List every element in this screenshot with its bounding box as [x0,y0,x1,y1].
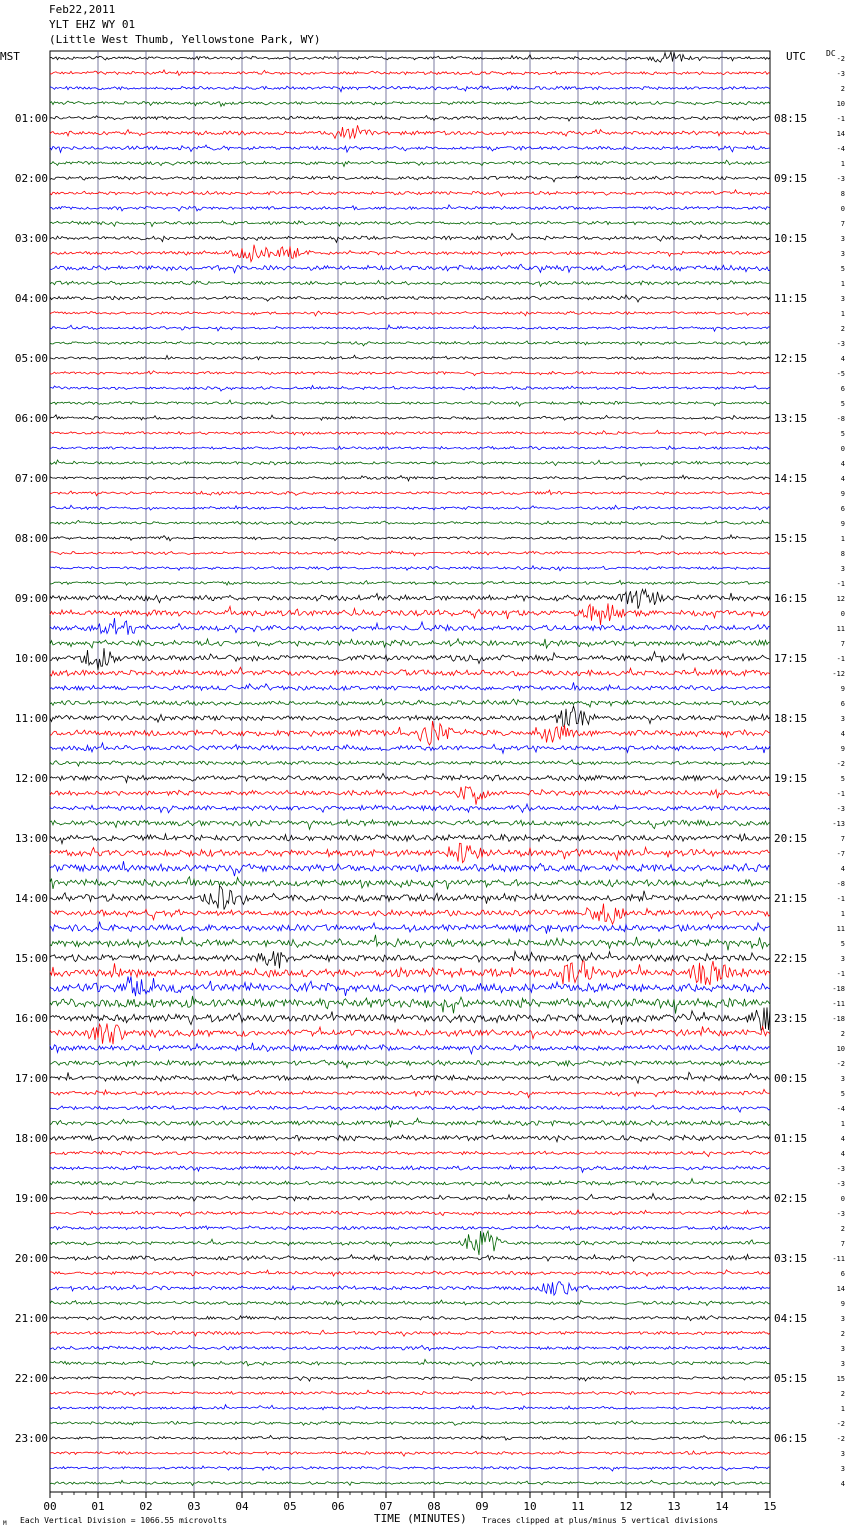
left-hour-label: 21:00 [14,1312,48,1325]
seismic-trace [50,1194,770,1202]
right-hour-label: 23:15 [774,1012,808,1025]
x-tick-label: 12 [619,1500,633,1513]
right-hour-label: 11:15 [774,292,808,305]
dc-offset-label: 2 [840,1390,845,1398]
seismic-trace [50,1007,770,1030]
seismic-trace [50,935,770,951]
seismic-trace [50,834,770,844]
dc-offset-label: -1 [836,115,845,123]
dc-offset-label: -12 [832,670,845,678]
dc-offset-label: 8 [840,190,845,198]
dc-offset-label: 7 [840,1240,845,1248]
right-hour-label: 02:15 [774,1192,808,1205]
dc-offset-label: -3 [836,175,845,183]
seismic-trace [50,1480,770,1485]
left-hour-label: 09:00 [14,592,48,605]
chart-date: Feb22,2011 [49,3,116,16]
left-hour-label: 01:00 [14,112,48,125]
x-tick-label: 01 [91,1500,105,1513]
dc-offset-label: -13 [832,820,845,828]
left-hour-label: 14:00 [14,892,48,905]
seismic-trace [50,176,770,182]
dc-offset-label: 10 [836,100,845,108]
left-hour-label: 16:00 [14,1012,48,1025]
dc-offset-label: 3 [840,1075,845,1083]
seismic-trace [50,221,770,227]
seismic-trace [50,1316,770,1321]
dc-offset-label: -1 [836,790,845,798]
clip-note: Traces clipped at plus/minus 5 vertical divisions [482,1516,719,1525]
seismic-trace [50,1210,770,1216]
dc-offset-label: 15 [836,1375,845,1383]
chart-location: (Little West Thumb, Yellowstone Park, WY) [49,33,321,46]
seismic-trace [50,804,770,813]
right-hour-label: 15:15 [774,532,808,545]
dc-offset-label: -1 [836,580,845,588]
seismic-trace [50,1282,770,1295]
seismic-trace [50,1376,770,1381]
left-axis-title: MST [0,50,20,63]
left-hour-label: 04:00 [14,292,48,305]
x-tick-label: 14 [715,1500,729,1513]
x-tick-label: 02 [139,1500,153,1513]
seismic-trace [50,400,770,406]
dc-offset-label: 11 [836,925,845,933]
dc-offset-label: -4 [836,1105,845,1113]
seismic-trace [50,1165,770,1172]
dc-offset-label: 3 [840,235,845,243]
right-hour-label: 00:15 [774,1072,808,1085]
seismic-trace [50,386,770,392]
seismic-trace [50,706,770,726]
right-hour-label: 09:15 [774,172,808,185]
dc-offset-label: 5 [840,430,845,438]
dc-offset-label: 4 [840,1480,845,1488]
dc-offset-label: 5 [840,940,845,948]
dc-offset-label: -11 [832,1000,845,1008]
seismic-trace [50,430,770,435]
dc-offset-label: 3 [840,955,845,963]
seismic-trace [50,922,770,934]
dc-offset-label: 1 [840,280,845,288]
right-hour-label: 01:15 [774,1132,808,1145]
dc-offset-label: 2 [840,1330,845,1338]
seismic-trace [50,1231,770,1255]
seismic-trace [50,1254,770,1261]
dc-offset-label: 9 [840,520,845,528]
dc-offset-label: 3 [840,250,845,258]
dc-offset-label: 7 [840,220,845,228]
dc-offset-label: 8 [840,550,845,558]
left-hour-label: 22:00 [14,1372,48,1385]
seismic-trace [50,618,770,635]
chart-station: YLT EHZ WY 01 [49,18,136,31]
seismic-trace [50,325,770,331]
seismic-trace [50,341,770,346]
seismic-trace [50,1421,770,1426]
left-hour-label: 15:00 [14,952,48,965]
dc-offset-label: -3 [836,1180,845,1188]
dc-offset-label: -11 [832,1255,845,1263]
dc-offset-label: -5 [836,370,845,378]
seismic-trace [50,1270,770,1276]
dc-offset-label: 1 [840,160,845,168]
dc-offset-label: 14 [836,130,845,138]
right-hour-label: 03:15 [774,1252,808,1265]
left-hour-label: 06:00 [14,412,48,425]
dc-offset-label: 0 [840,610,845,618]
seismic-trace [50,70,770,76]
seismic-trace [50,743,770,753]
seismic-trace [50,639,770,648]
dc-offset-label: 9 [840,490,845,498]
dc-offset-label: 2 [840,1225,845,1233]
dc-offset-label: 7 [840,640,845,648]
right-hour-label: 10:15 [774,232,808,245]
x-tick-label: 00 [43,1500,57,1513]
left-hour-label: 10:00 [14,652,48,665]
seismic-trace [50,1451,770,1456]
right-hour-label: 16:15 [774,592,808,605]
x-tick-label: 04 [235,1500,249,1513]
seismic-trace [50,721,770,745]
dc-offset-label: 3 [840,1450,845,1458]
seismic-trace [50,977,770,997]
dc-offset-label: 2 [840,1030,845,1038]
seismic-trace [50,505,770,510]
seismic-trace [50,280,770,286]
seismic-trace [50,125,770,138]
left-hour-label: 11:00 [14,712,48,725]
dc-offset-label: -2 [836,1420,845,1428]
dc-offset-label: 6 [840,1270,845,1278]
right-hour-label: 17:15 [774,652,808,665]
left-hour-label: 12:00 [14,772,48,785]
seismic-trace [50,475,770,481]
seismic-trace [50,1060,770,1068]
seismic-trace [50,877,770,890]
right-hour-label: 20:15 [774,832,808,845]
seismic-trace [50,1405,770,1410]
dc-offset-label: 1 [840,310,845,318]
dc-offset-label: -1 [836,970,845,978]
dc-offset-label: -3 [836,1210,845,1218]
dc-offset-label: 3 [840,565,845,573]
dc-offset-label: 10 [836,1045,845,1053]
left-hour-label: 03:00 [14,232,48,245]
seismic-trace [50,667,770,676]
right-hour-label: 08:15 [774,112,808,125]
dc-offset-label: -1 [836,895,845,903]
seismic-trace [50,648,770,670]
seismic-trace [50,843,770,862]
dc-offset-label: 3 [840,715,845,723]
seismic-trace [50,1466,770,1471]
dc-offset-label: 9 [840,685,845,693]
seismic-trace [50,460,770,466]
dc-offset-label: 0 [840,1195,845,1203]
dc-offset-label: 1 [840,1120,845,1128]
dc-offset-label: 6 [840,385,845,393]
dc-offset-label: -8 [836,880,845,888]
seismic-trace [50,371,770,376]
dc-offset-label: 4 [840,1150,845,1158]
seismic-trace [50,566,770,571]
left-hour-label: 02:00 [14,172,48,185]
right-hour-label: 14:15 [774,472,808,485]
seismic-trace [50,1359,770,1366]
dc-offset-label: 1 [840,535,845,543]
seismic-trace [50,1345,770,1350]
seismic-trace [50,1390,770,1396]
seismic-trace [50,520,770,525]
right-hour-label: 18:15 [774,712,808,725]
seismic-trace [50,1105,770,1112]
seismic-trace [50,535,770,541]
seismic-trace [50,415,770,420]
left-hour-label: 13:00 [14,832,48,845]
seismic-trace [50,1179,770,1186]
dc-offset-label: 1 [840,910,845,918]
right-axis-title: UTC [786,50,806,63]
dc-offset-label: -18 [832,1015,845,1023]
dc-offset-label: -2 [836,1435,845,1443]
seismic-trace [50,787,770,805]
dc-offset-label: 9 [840,1300,845,1308]
seismic-trace [50,1436,770,1441]
seismic-trace [50,190,770,196]
dc-offset-label: 4 [840,475,845,483]
seismic-trace [50,1330,770,1336]
dc-offset-label: 9 [840,745,845,753]
seismic-trace [50,52,770,62]
dc-offset-label: -2 [836,1060,845,1068]
dc-offset-label: -4 [836,145,845,153]
dc-offset-label: 4 [840,865,845,873]
dc-offset-label: 6 [840,700,845,708]
dc-offset-label: 4 [840,460,845,468]
seismic-trace [50,760,770,766]
dc-offset-label: 4 [840,730,845,738]
seismic-trace [50,1089,770,1097]
seismic-trace [50,446,770,450]
dc-offset-label: 1 [840,1405,845,1413]
dc-offset-label: 7 [840,835,845,843]
seismic-trace [50,86,770,92]
dc-offset-label: 3 [840,295,845,303]
left-hour-label: 05:00 [14,352,48,365]
seismic-trace [50,160,770,166]
seismic-trace [50,116,770,121]
dc-offset-label: -2 [836,55,845,63]
seismic-trace [50,1300,770,1306]
dc-offset-label: 4 [840,1135,845,1143]
dc-offset-label: 5 [840,265,845,273]
dc-offset-label: 2 [840,325,845,333]
seismic-trace [50,861,770,876]
left-hour-label: 07:00 [14,472,48,485]
dc-offset-label: 11 [836,625,845,633]
x-tick-label: 09 [475,1500,489,1513]
dc-label: DC [826,49,836,58]
corner-mark: M [3,1520,7,1527]
seismic-trace [50,355,770,360]
seismic-trace [50,551,770,556]
seismic-trace [50,295,770,302]
dc-offset-label: -1 [836,655,845,663]
seismic-trace [50,490,770,496]
x-tick-label: 03 [187,1500,201,1513]
right-hour-label: 19:15 [774,772,808,785]
x-tick-label: 15 [763,1500,777,1513]
x-tick-label: 08 [427,1500,441,1513]
dc-offset-label: 0 [840,445,845,453]
seismic-trace [50,603,770,625]
plot-frame [50,51,770,1492]
seismic-trace [50,580,770,585]
seismic-trace [50,1072,770,1083]
seismic-trace [50,311,770,316]
dc-offset-label: -3 [836,805,845,813]
right-hour-label: 13:15 [774,412,808,425]
dc-offset-label: 12 [836,595,845,603]
seismic-trace [50,682,770,690]
dc-offset-label: -3 [836,340,845,348]
dc-offset-label: 5 [840,775,845,783]
x-tick-label: 13 [667,1500,681,1513]
right-hour-label: 12:15 [774,352,808,365]
dc-offset-label: 3 [840,1465,845,1473]
left-hour-label: 18:00 [14,1132,48,1145]
seismic-trace [50,1024,770,1045]
dc-offset-label: 4 [840,355,845,363]
right-hour-label: 22:15 [774,952,808,965]
dc-offset-label: 5 [840,1090,845,1098]
right-hour-label: 04:15 [774,1312,808,1325]
seismic-trace [50,589,770,608]
dc-offset-label: 0 [840,205,845,213]
dc-offset-label: -3 [836,1165,845,1173]
seismic-trace [50,233,770,242]
left-hour-label: 23:00 [14,1432,48,1445]
x-tick-label: 05 [283,1500,297,1513]
dc-offset-label: 5 [840,400,845,408]
x-tick-label: 10 [523,1500,537,1513]
seismic-trace [50,1225,770,1230]
dc-offset-label: -18 [832,985,845,993]
seismic-trace [50,886,770,910]
x-tick-label: 06 [331,1500,345,1513]
right-hour-label: 05:15 [774,1372,808,1385]
dc-offset-label: -3 [836,70,845,78]
x-tick-label: 11 [571,1500,585,1513]
dc-offset-label: -2 [836,760,845,768]
seismic-trace [50,101,770,106]
seismic-trace [50,699,770,707]
dc-offset-label: 14 [836,1285,845,1293]
seismic-trace [50,205,770,211]
left-hour-label: 19:00 [14,1192,48,1205]
left-hour-label: 20:00 [14,1252,48,1265]
left-hour-label: 08:00 [14,532,48,545]
seismic-trace [50,245,770,262]
dc-offset-label: 3 [840,1315,845,1323]
right-hour-label: 21:15 [774,892,808,905]
scale-note: Each Vertical Division = 1066.55 microvolts [20,1516,228,1525]
seismic-trace [50,774,770,783]
dc-offset-label: 3 [840,1345,845,1353]
seismic-trace [50,904,770,925]
dc-offset-label: -7 [836,850,845,858]
dc-offset-label: 6 [840,505,845,513]
seismic-trace [50,1151,770,1157]
dc-offset-label: -8 [836,415,845,423]
seismic-trace [50,961,770,985]
seismic-trace [50,1118,770,1127]
dc-offset-label: 2 [840,85,845,93]
seismic-trace [50,951,770,968]
x-axis-title: TIME (MINUTES) [374,1512,467,1525]
seismic-trace [50,264,770,273]
seismic-trace [50,996,770,1014]
dc-offset-label: 3 [840,1360,845,1368]
seismic-trace [50,145,770,152]
x-tick-label: 07 [379,1500,393,1513]
left-hour-label: 17:00 [14,1072,48,1085]
seismic-trace [50,820,770,830]
seismic-trace [50,1135,770,1142]
right-hour-label: 06:15 [774,1432,808,1445]
seismic-trace [50,1043,770,1054]
